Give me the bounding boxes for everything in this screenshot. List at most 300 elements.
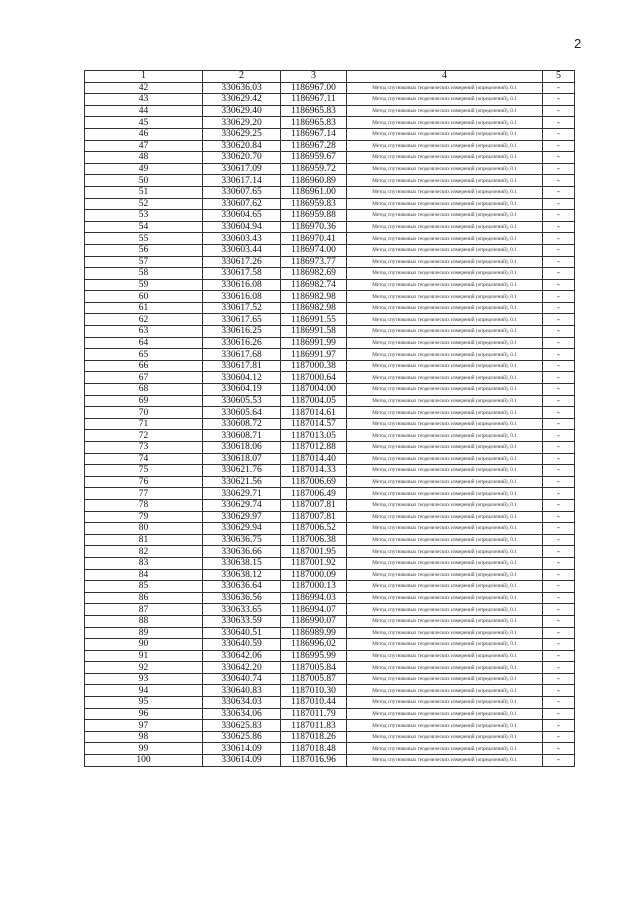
note-cell: -: [543, 407, 575, 419]
y-coordinate-cell: 1186970.36: [281, 221, 347, 233]
note-cell: -: [543, 639, 575, 651]
x-coordinate-cell: 330638.12: [203, 569, 281, 581]
x-coordinate-cell: 330640.83: [203, 685, 281, 697]
method-cell: Метод спутниковых геодезических измерений (определений), 0.1: [347, 476, 543, 488]
table-row: [85, 291, 575, 303]
method-cell: Метод спутниковых геодезических измерений (определений), 0.1: [347, 499, 543, 511]
method-cell: Метод спутниковых геодезических измерений (определений), 0.1: [347, 163, 543, 175]
point-number-cell: 67: [85, 372, 203, 384]
note-cell: -: [543, 337, 575, 349]
table-row: [85, 140, 575, 152]
x-coordinate-cell: 330642.20: [203, 662, 281, 674]
point-number-cell: 74: [85, 453, 203, 465]
method-cell: Метод спутниковых геодезических измерений (определений), 0.1: [347, 615, 543, 627]
x-coordinate-cell: 330617.26: [203, 256, 281, 268]
table-row: [85, 105, 575, 117]
y-coordinate-cell: 1187006.52: [281, 523, 347, 535]
note-cell: -: [543, 453, 575, 465]
header-col-2: 2: [203, 71, 281, 83]
point-number-cell: 46: [85, 128, 203, 140]
coordinates-table: [84, 70, 575, 767]
method-cell: Метод спутниковых геодезических измерений (определений), 0.1: [347, 743, 543, 755]
point-number-cell: 63: [85, 326, 203, 338]
method-cell: Метод спутниковых геодезических измерений (определений), 0.1: [347, 442, 543, 454]
note-cell: -: [543, 465, 575, 477]
note-cell: -: [543, 105, 575, 117]
note-cell: -: [543, 685, 575, 697]
y-coordinate-cell: 1186982.98: [281, 291, 347, 303]
table-row: [85, 673, 575, 685]
note-cell: -: [543, 662, 575, 674]
note-cell: -: [543, 82, 575, 94]
x-coordinate-cell: 330608.72: [203, 418, 281, 430]
note-cell: -: [543, 175, 575, 187]
y-coordinate-cell: 1186967.11: [281, 94, 347, 106]
point-number-cell: 93: [85, 673, 203, 685]
x-coordinate-cell: 330605.64: [203, 407, 281, 419]
method-cell: Метод спутниковых геодезических измерений (определений), 0.1: [347, 314, 543, 326]
y-coordinate-cell: 1187005.84: [281, 662, 347, 674]
note-cell: -: [543, 476, 575, 488]
table-row: [85, 627, 575, 639]
table-row: [85, 534, 575, 546]
point-number-cell: 62: [85, 314, 203, 326]
method-cell: Метод спутниковых геодезических измерений (определений), 0.1: [347, 82, 543, 94]
method-cell: Метод спутниковых геодезических измерений (определений), 0.1: [347, 94, 543, 106]
table-header-row: [85, 71, 575, 83]
x-coordinate-cell: 330614.09: [203, 755, 281, 767]
y-coordinate-cell: 1187006.69: [281, 476, 347, 488]
table-row: [85, 592, 575, 604]
method-cell: Метод спутниковых геодезических измерений (определений), 0.1: [347, 210, 543, 222]
x-coordinate-cell: 330617.81: [203, 360, 281, 372]
method-cell: Метод спутниковых геодезических измерений (определений), 0.1: [347, 650, 543, 662]
y-coordinate-cell: 1187011.83: [281, 720, 347, 732]
x-coordinate-cell: 330616.26: [203, 337, 281, 349]
note-cell: -: [543, 233, 575, 245]
table-row: [85, 453, 575, 465]
x-coordinate-cell: 330629.42: [203, 94, 281, 106]
table-row: [85, 755, 575, 767]
y-coordinate-cell: 1186996.02: [281, 639, 347, 651]
method-cell: Метод спутниковых геодезических измерений (определений), 0.1: [347, 140, 543, 152]
x-coordinate-cell: 330617.09: [203, 163, 281, 175]
x-coordinate-cell: 330629.97: [203, 511, 281, 523]
x-coordinate-cell: 330608.71: [203, 430, 281, 442]
method-cell: Метод спутниковых геодезических измерений (определений), 0.1: [347, 465, 543, 477]
x-coordinate-cell: 330638.15: [203, 557, 281, 569]
x-coordinate-cell: 330642.06: [203, 650, 281, 662]
method-cell: Метод спутниковых геодезических измерений (определений), 0.1: [347, 302, 543, 314]
method-cell: Метод спутниковых геодезических измерений (определений), 0.1: [347, 697, 543, 709]
y-coordinate-cell: 1187012.88: [281, 442, 347, 454]
method-cell: Метод спутниковых геодезических измерений (определений), 0.1: [347, 430, 543, 442]
method-cell: Метод спутниковых геодезических измерений (определений), 0.1: [347, 418, 543, 430]
x-coordinate-cell: 330633.59: [203, 615, 281, 627]
y-coordinate-cell: 1186994.07: [281, 604, 347, 616]
point-number-cell: 87: [85, 604, 203, 616]
table-row: [85, 302, 575, 314]
method-cell: Метод спутниковых геодезических измерений (определений), 0.1: [347, 604, 543, 616]
point-number-cell: 96: [85, 708, 203, 720]
x-coordinate-cell: 330625.83: [203, 720, 281, 732]
method-cell: Метод спутниковых геодезических измерений (определений), 0.1: [347, 337, 543, 349]
method-cell: Метод спутниковых геодезических измерений (определений), 0.1: [347, 662, 543, 674]
method-cell: Метод спутниковых геодезических измерений (определений), 0.1: [347, 720, 543, 732]
method-cell: Метод спутниковых геодезических измерений (определений), 0.1: [347, 569, 543, 581]
y-coordinate-cell: 1186991.58: [281, 326, 347, 338]
x-coordinate-cell: 330607.65: [203, 186, 281, 198]
point-number-cell: 54: [85, 221, 203, 233]
point-number-cell: 89: [85, 627, 203, 639]
x-coordinate-cell: 330614.09: [203, 743, 281, 755]
x-coordinate-cell: 330617.14: [203, 175, 281, 187]
method-cell: Метод спутниковых геодезических измерений (определений), 0.1: [347, 708, 543, 720]
note-cell: -: [543, 163, 575, 175]
point-number-cell: 47: [85, 140, 203, 152]
table-row: [85, 569, 575, 581]
x-coordinate-cell: 330607.62: [203, 198, 281, 210]
y-coordinate-cell: 1187014.40: [281, 453, 347, 465]
point-number-cell: 60: [85, 291, 203, 303]
point-number-cell: 48: [85, 152, 203, 164]
note-cell: -: [543, 557, 575, 569]
point-number-cell: 64: [85, 337, 203, 349]
y-coordinate-cell: 1187000.38: [281, 360, 347, 372]
y-coordinate-cell: 1187004.00: [281, 384, 347, 396]
x-coordinate-cell: 330616.08: [203, 279, 281, 291]
note-cell: -: [543, 314, 575, 326]
note-cell: -: [543, 268, 575, 280]
point-number-cell: 44: [85, 105, 203, 117]
table-row: [85, 650, 575, 662]
point-number-cell: 80: [85, 523, 203, 535]
note-cell: -: [543, 581, 575, 593]
y-coordinate-cell: 1186959.67: [281, 152, 347, 164]
method-cell: Метод спутниковых геодезических измерений (определений), 0.1: [347, 534, 543, 546]
point-number-cell: 43: [85, 94, 203, 106]
method-cell: Метод спутниковых геодезических измерений (определений), 0.1: [347, 639, 543, 651]
table-row: [85, 384, 575, 396]
page-number: 2: [574, 36, 582, 51]
method-cell: Метод спутниковых геодезических измерений (определений), 0.1: [347, 152, 543, 164]
x-coordinate-cell: 330629.40: [203, 105, 281, 117]
y-coordinate-cell: 1187018.26: [281, 731, 347, 743]
x-coordinate-cell: 330605.53: [203, 395, 281, 407]
table-row: [85, 186, 575, 198]
point-number-cell: 100: [85, 755, 203, 767]
x-coordinate-cell: 330629.20: [203, 117, 281, 129]
note-cell: -: [543, 755, 575, 767]
point-number-cell: 51: [85, 186, 203, 198]
y-coordinate-cell: 1186965.83: [281, 105, 347, 117]
table-row: [85, 82, 575, 94]
point-number-cell: 59: [85, 279, 203, 291]
point-number-cell: 45: [85, 117, 203, 129]
table-row: [85, 198, 575, 210]
x-coordinate-cell: 330636.75: [203, 534, 281, 546]
table-row: [85, 349, 575, 361]
point-number-cell: 57: [85, 256, 203, 268]
x-coordinate-cell: 330617.65: [203, 314, 281, 326]
table-row: [85, 685, 575, 697]
point-number-cell: 58: [85, 268, 203, 280]
y-coordinate-cell: 1187013.05: [281, 430, 347, 442]
point-number-cell: 68: [85, 384, 203, 396]
note-cell: -: [543, 523, 575, 535]
x-coordinate-cell: 330640.59: [203, 639, 281, 651]
table-row: [85, 511, 575, 523]
note-cell: -: [543, 418, 575, 430]
note-cell: -: [543, 384, 575, 396]
table-row: [85, 697, 575, 709]
note-cell: -: [543, 604, 575, 616]
y-coordinate-cell: 1186989.99: [281, 627, 347, 639]
method-cell: Метод спутниковых геодезических измерений (определений), 0.1: [347, 291, 543, 303]
method-cell: Метод спутниковых геодезических измерений (определений), 0.1: [347, 117, 543, 129]
table-row: [85, 731, 575, 743]
note-cell: -: [543, 743, 575, 755]
y-coordinate-cell: 1186973.77: [281, 256, 347, 268]
table-row: [85, 256, 575, 268]
x-coordinate-cell: 330636.66: [203, 546, 281, 558]
note-cell: -: [543, 128, 575, 140]
note-cell: -: [543, 117, 575, 129]
note-cell: -: [543, 349, 575, 361]
y-coordinate-cell: 1186967.14: [281, 128, 347, 140]
table-row: [85, 615, 575, 627]
note-cell: -: [543, 326, 575, 338]
header-col-5: 5: [543, 71, 575, 83]
table-row: [85, 557, 575, 569]
method-cell: Метод спутниковых геодезических измерений (определений), 0.1: [347, 627, 543, 639]
note-cell: -: [543, 534, 575, 546]
method-cell: Метод спутниковых геодезических измерений (определений), 0.1: [347, 268, 543, 280]
note-cell: -: [543, 650, 575, 662]
method-cell: Метод спутниковых геодезических измерений (определений), 0.1: [347, 128, 543, 140]
method-cell: Метод спутниковых геодезических измерений (определений), 0.1: [347, 488, 543, 500]
note-cell: -: [543, 627, 575, 639]
table-row: [85, 523, 575, 535]
y-coordinate-cell: 1187016.96: [281, 755, 347, 767]
x-coordinate-cell: 330636.56: [203, 592, 281, 604]
method-cell: Метод спутниковых геодезических измерений (определений), 0.1: [347, 511, 543, 523]
method-cell: Метод спутниковых геодезических измерений (определений), 0.1: [347, 581, 543, 593]
point-number-cell: 90: [85, 639, 203, 651]
table-row: [85, 499, 575, 511]
table-row: [85, 163, 575, 175]
note-cell: -: [543, 302, 575, 314]
table-row: [85, 581, 575, 593]
x-coordinate-cell: 330604.65: [203, 210, 281, 222]
y-coordinate-cell: 1186970.41: [281, 233, 347, 245]
y-coordinate-cell: 1187014.61: [281, 407, 347, 419]
y-coordinate-cell: 1187014.33: [281, 465, 347, 477]
table-row: [85, 128, 575, 140]
y-coordinate-cell: 1187006.38: [281, 534, 347, 546]
y-coordinate-cell: 1187018.48: [281, 743, 347, 755]
method-cell: Метод спутниковых геодезических измерений (определений), 0.1: [347, 186, 543, 198]
y-coordinate-cell: 1187010.44: [281, 697, 347, 709]
y-coordinate-cell: 1186960.89: [281, 175, 347, 187]
point-number-cell: 98: [85, 731, 203, 743]
point-number-cell: 53: [85, 210, 203, 222]
point-number-cell: 86: [85, 592, 203, 604]
note-cell: -: [543, 94, 575, 106]
note-cell: -: [543, 708, 575, 720]
y-coordinate-cell: 1186967.00: [281, 82, 347, 94]
note-cell: -: [543, 731, 575, 743]
y-coordinate-cell: 1186991.99: [281, 337, 347, 349]
y-coordinate-cell: 1187007.81: [281, 499, 347, 511]
point-number-cell: 83: [85, 557, 203, 569]
note-cell: -: [543, 697, 575, 709]
method-cell: Метод спутниковых геодезических измерений (определений), 0.1: [347, 592, 543, 604]
note-cell: -: [543, 210, 575, 222]
table-row: [85, 708, 575, 720]
y-coordinate-cell: 1186959.72: [281, 163, 347, 175]
table-row: [85, 546, 575, 558]
table-row: [85, 94, 575, 106]
table-row: [85, 407, 575, 419]
y-coordinate-cell: 1186982.74: [281, 279, 347, 291]
y-coordinate-cell: 1186982.98: [281, 302, 347, 314]
point-number-cell: 69: [85, 395, 203, 407]
point-number-cell: 42: [85, 82, 203, 94]
method-cell: Метод спутниковых геодезических измерений (определений), 0.1: [347, 244, 543, 256]
table-row: [85, 268, 575, 280]
y-coordinate-cell: 1187007.81: [281, 511, 347, 523]
y-coordinate-cell: 1186974.00: [281, 244, 347, 256]
x-coordinate-cell: 330633.65: [203, 604, 281, 616]
method-cell: Метод спутниковых геодезических измерений (определений), 0.1: [347, 360, 543, 372]
table-body: [85, 82, 575, 766]
method-cell: Метод спутниковых геодезических измерений (определений), 0.1: [347, 233, 543, 245]
note-cell: -: [543, 430, 575, 442]
y-coordinate-cell: 1187000.64: [281, 372, 347, 384]
y-coordinate-cell: 1186994.03: [281, 592, 347, 604]
point-number-cell: 92: [85, 662, 203, 674]
method-cell: Метод спутниковых геодезических измерений (определений), 0.1: [347, 557, 543, 569]
note-cell: -: [543, 291, 575, 303]
y-coordinate-cell: 1186967.28: [281, 140, 347, 152]
point-number-cell: 88: [85, 615, 203, 627]
point-number-cell: 79: [85, 511, 203, 523]
note-cell: -: [543, 395, 575, 407]
point-number-cell: 94: [85, 685, 203, 697]
point-number-cell: 99: [85, 743, 203, 755]
table-row: [85, 476, 575, 488]
x-coordinate-cell: 330629.25: [203, 128, 281, 140]
note-cell: -: [543, 198, 575, 210]
x-coordinate-cell: 330616.25: [203, 326, 281, 338]
y-coordinate-cell: 1186965.83: [281, 117, 347, 129]
method-cell: Метод спутниковых геодезических измерений (определений), 0.1: [347, 407, 543, 419]
x-coordinate-cell: 330634.03: [203, 697, 281, 709]
x-coordinate-cell: 330625.86: [203, 731, 281, 743]
point-number-cell: 82: [85, 546, 203, 558]
y-coordinate-cell: 1187014.57: [281, 418, 347, 430]
table-row: [85, 233, 575, 245]
x-coordinate-cell: 330618.06: [203, 442, 281, 454]
method-cell: Метод спутниковых геодезических измерений (определений), 0.1: [347, 105, 543, 117]
table-row: [85, 372, 575, 384]
method-cell: Метод спутниковых геодезических измерений (определений), 0.1: [347, 546, 543, 558]
table-row: [85, 279, 575, 291]
x-coordinate-cell: 330629.71: [203, 488, 281, 500]
y-coordinate-cell: 1187001.95: [281, 546, 347, 558]
note-cell: -: [543, 488, 575, 500]
method-cell: Метод спутниковых геодезических измерений (определений), 0.1: [347, 673, 543, 685]
method-cell: Метод спутниковых геодезических измерений (определений), 0.1: [347, 175, 543, 187]
point-number-cell: 91: [85, 650, 203, 662]
point-number-cell: 78: [85, 499, 203, 511]
table-row: [85, 639, 575, 651]
y-coordinate-cell: 1186991.55: [281, 314, 347, 326]
table-row: [85, 210, 575, 222]
y-coordinate-cell: 1187000.09: [281, 569, 347, 581]
method-cell: Метод спутниковых геодезических измерений (определений), 0.1: [347, 453, 543, 465]
table-row: [85, 720, 575, 732]
y-coordinate-cell: 1187006.49: [281, 488, 347, 500]
y-coordinate-cell: 1186961.00: [281, 186, 347, 198]
y-coordinate-cell: 1187004.05: [281, 395, 347, 407]
table-row: [85, 326, 575, 338]
point-number-cell: 61: [85, 302, 203, 314]
y-coordinate-cell: 1187000.13: [281, 581, 347, 593]
note-cell: -: [543, 140, 575, 152]
x-coordinate-cell: 330629.94: [203, 523, 281, 535]
x-coordinate-cell: 330603.43: [203, 233, 281, 245]
point-number-cell: 50: [85, 175, 203, 187]
table-row: [85, 221, 575, 233]
method-cell: Метод спутниковых геодезических измерений (определений), 0.1: [347, 256, 543, 268]
x-coordinate-cell: 330621.76: [203, 465, 281, 477]
table-row: [85, 465, 575, 477]
table-row: [85, 418, 575, 430]
method-cell: Метод спутниковых геодезических измерений (определений), 0.1: [347, 279, 543, 291]
point-number-cell: 75: [85, 465, 203, 477]
point-number-cell: 84: [85, 569, 203, 581]
note-cell: -: [543, 673, 575, 685]
point-number-cell: 77: [85, 488, 203, 500]
method-cell: Метод спутниковых геодезических измерений (определений), 0.1: [347, 731, 543, 743]
x-coordinate-cell: 330640.51: [203, 627, 281, 639]
method-cell: Метод спутниковых геодезических измерений (определений), 0.1: [347, 221, 543, 233]
method-cell: Метод спутниковых геодезических измерений (определений), 0.1: [347, 372, 543, 384]
point-number-cell: 71: [85, 418, 203, 430]
header-col-4: 4: [347, 71, 543, 83]
note-cell: -: [543, 152, 575, 164]
x-coordinate-cell: 330603.44: [203, 244, 281, 256]
note-cell: -: [543, 244, 575, 256]
point-number-cell: 95: [85, 697, 203, 709]
point-number-cell: 85: [85, 581, 203, 593]
x-coordinate-cell: 330618.07: [203, 453, 281, 465]
method-cell: Метод спутниковых геодезических измерений (определений), 0.1: [347, 523, 543, 535]
x-coordinate-cell: 330604.94: [203, 221, 281, 233]
note-cell: -: [543, 442, 575, 454]
table-row: [85, 314, 575, 326]
point-number-cell: 56: [85, 244, 203, 256]
table-row: [85, 442, 575, 454]
table-row: [85, 244, 575, 256]
x-coordinate-cell: 330617.68: [203, 349, 281, 361]
point-number-cell: 66: [85, 360, 203, 372]
x-coordinate-cell: 330617.58: [203, 268, 281, 280]
y-coordinate-cell: 1186982.69: [281, 268, 347, 280]
y-coordinate-cell: 1187010.30: [281, 685, 347, 697]
